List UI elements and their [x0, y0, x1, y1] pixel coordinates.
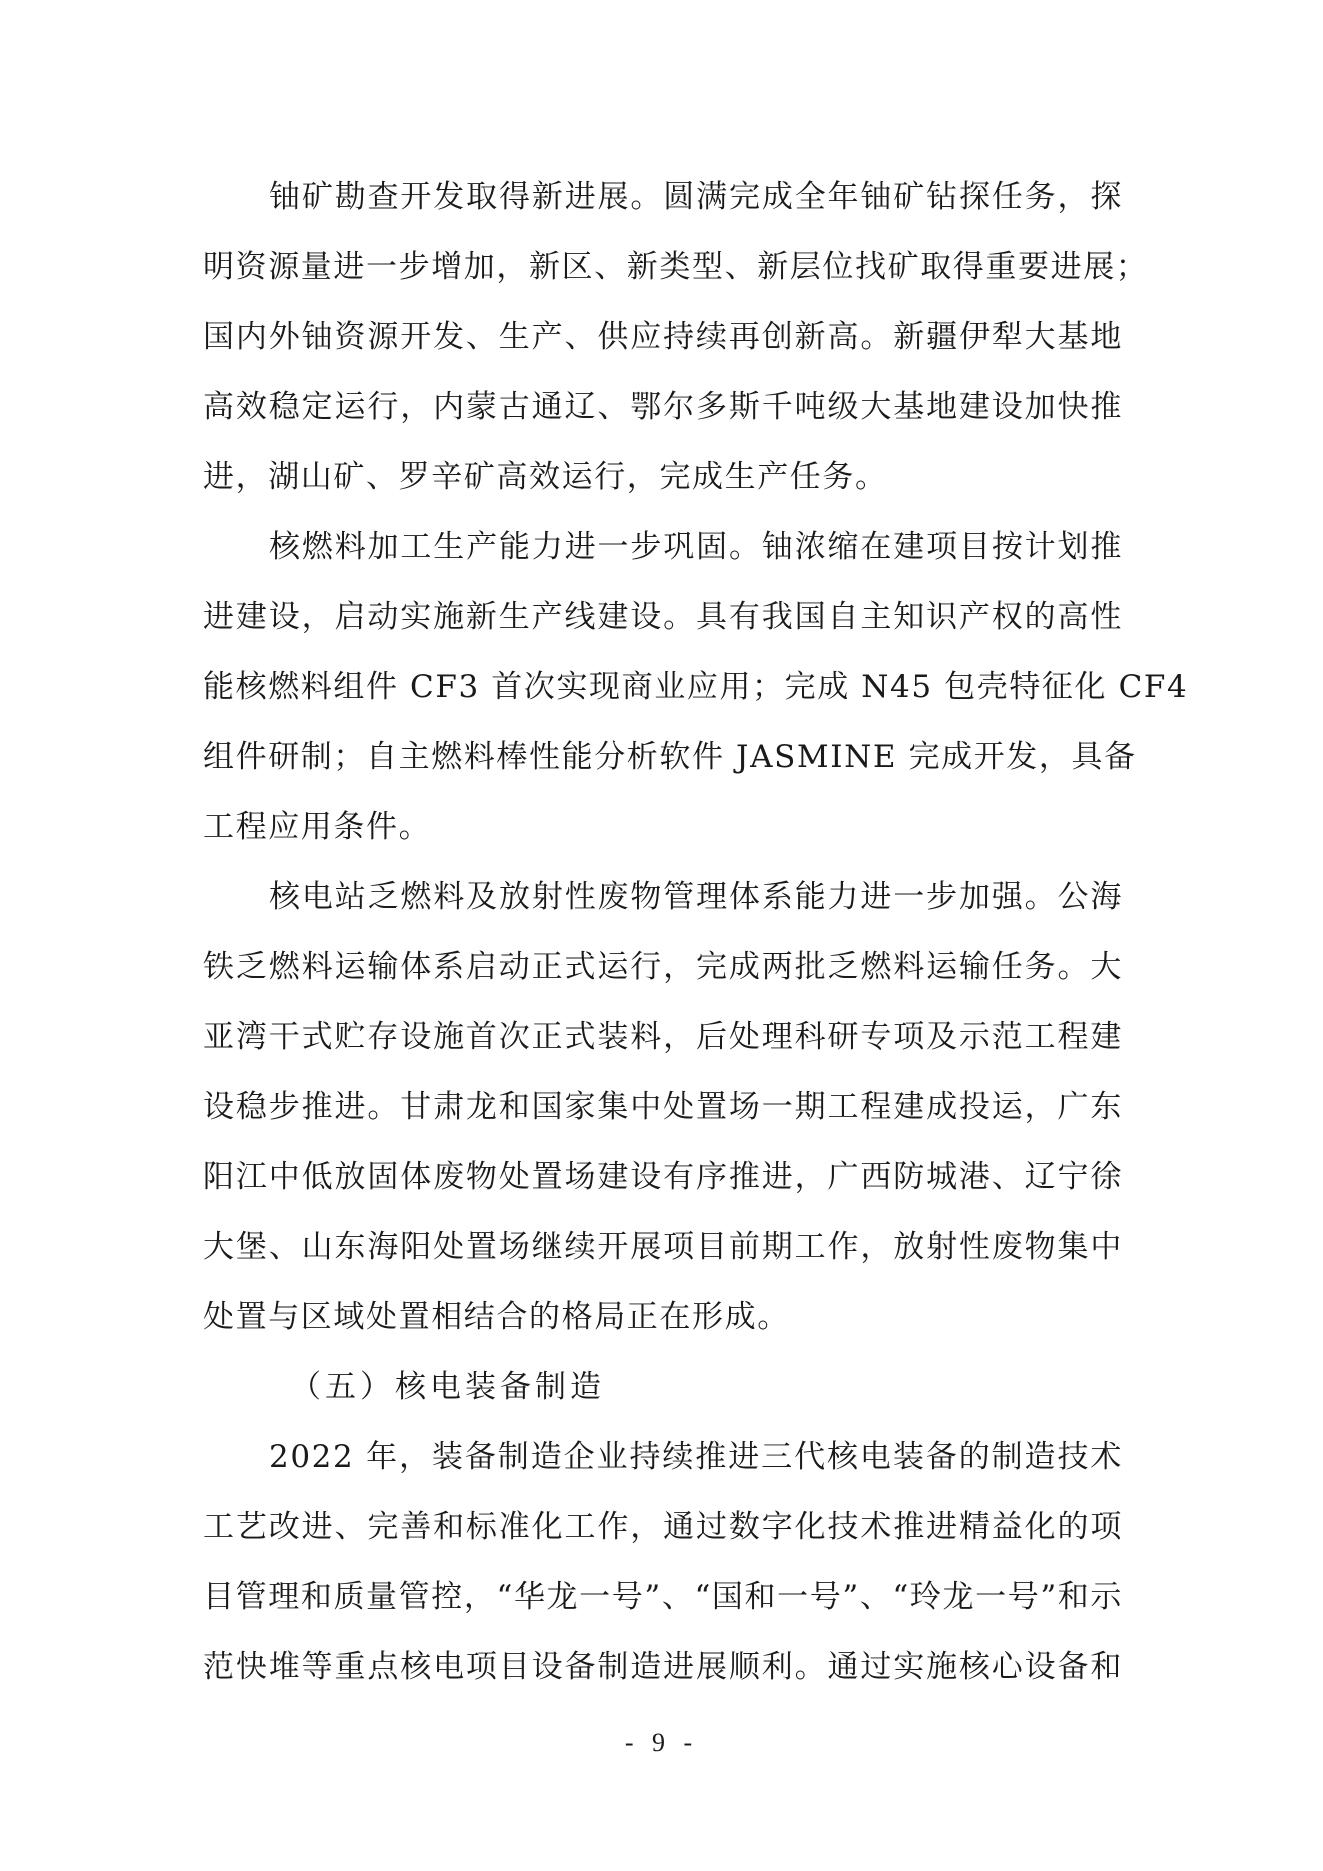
text-line: 国内外铀资源开发、生产、供应持续再创新高。新疆伊犁大基地 [203, 319, 1123, 355]
text-line: 目管理和质量管控，“华龙一号”、“国和一号”、“玲龙一号”和示 [203, 1579, 1123, 1615]
paragraph-equipment-manufacturing [203, 1422, 1123, 1702]
text-line: 铁乏燃料运输体系启动正式运行，完成两批乏燃料运输任务。大 [203, 949, 1123, 985]
text-line: 组件研制；自主燃料棒性能分析软件 JASMINE 完成开发，具备 [203, 739, 1137, 775]
text-line: 高效稳定运行，内蒙古通辽、鄂尔多斯千吨级大基地建设加快推 [203, 389, 1123, 425]
text-line: 范快堆等重点核电项目设备制造进展顺利。通过实施核心设备和 [203, 1649, 1123, 1685]
text-line: 大堡、山东海阳处置场继续开展项目前期工作，放射性废物集中 [203, 1229, 1123, 1265]
text-line: 工程应用条件。 [203, 809, 432, 845]
text-line: 阳江中低放固体废物处置场建设有序推进，广西防城港、辽宁徐 [203, 1159, 1123, 1195]
text-line: 明资源量进一步增加，新区、新类型、新层位找矿取得重要进展； [203, 249, 1149, 285]
text-line: 进建设，启动实施新生产线建设。具有我国自主知识产权的高性 [203, 599, 1123, 635]
body-text [203, 162, 1189, 1702]
text-line: 进，湖山矿、罗辛矿高效运行，完成生产任务。 [203, 459, 888, 495]
text-line: 亚湾干式贮存设施首次正式装料，后处理科研专项及示范工程建 [203, 1019, 1123, 1055]
page-number: - 9 - [624, 1728, 699, 1757]
paragraph-uranium-mining [203, 162, 1149, 512]
text-line: 能核燃料组件 CF3 首次实现商业应用；完成 N45 包壳特征化 CF4 [203, 669, 1189, 705]
section-heading: （五）核电装备制造 [290, 1369, 605, 1405]
text-line: 铀矿勘查开发取得新进展。圆满完成全年铀矿钻探任务，探 [269, 179, 1123, 215]
text-line: 处置与区域处置相结合的格局正在形成。 [203, 1299, 790, 1335]
paragraph-spent-fuel-waste [203, 862, 1123, 1352]
text-line: 设稳步推进。甘肃龙和国家集中处置场一期工程建成投运，广东 [203, 1089, 1123, 1125]
paragraph-fuel-processing [203, 512, 1189, 862]
text-line: 2022 年，装备制造企业持续推进三代核电装备的制造技术 [269, 1439, 1123, 1475]
text-line: 核电站乏燃料及放射性废物管理体系能力进一步加强。公海 [269, 879, 1123, 915]
text-line: 工艺改进、完善和标准化工作，通过数字化技术推进精益化的项 [203, 1509, 1123, 1545]
text-line: 核燃料加工生产能力进一步巩固。铀浓缩在建项目按计划推 [269, 529, 1123, 565]
